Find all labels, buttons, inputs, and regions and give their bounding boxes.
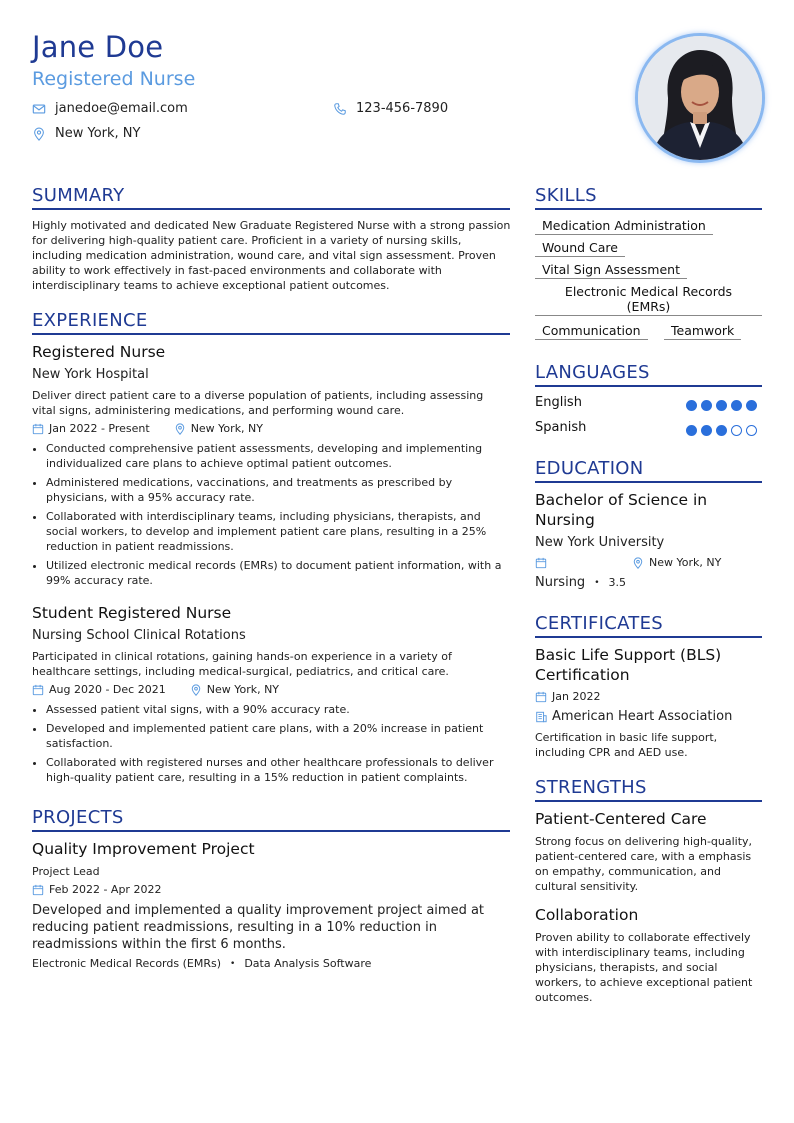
level-dot: [686, 400, 697, 411]
project-tool: Data Analysis Software: [244, 957, 372, 970]
email-text: janedoe@email.com: [55, 101, 188, 116]
email-contact[interactable]: [32, 101, 188, 116]
job-title: Student Registered Nurse: [32, 604, 232, 622]
list-item: • Assessed patient vital signs, with a 90% accuracy rate.: [46, 702, 510, 717]
job-title: Registered Nurse: [32, 343, 166, 361]
job-org: New York Hospital: [32, 367, 149, 382]
candidate-title: Registered Nurse: [32, 68, 196, 90]
certificate-date: Jan 2022: [552, 690, 601, 703]
list-item: • Collaborated with registered nurses and other healthcare professionals to deliver high-quality patient care, resulting in a 15% reduction in patient complaints.: [46, 755, 510, 785]
skill-tag: Electronic Medical Records (EMRs): [535, 284, 762, 316]
phone-icon: [333, 102, 347, 116]
degree-title: Bachelor of Science in Nursing: [535, 491, 708, 529]
job-meta: [32, 683, 279, 696]
project-tool: Electronic Medical Records (EMRs): [32, 957, 221, 970]
project-meta: [32, 883, 161, 896]
education-gpa: 3.5: [608, 576, 626, 589]
certificates-heading: CERTIFICATES: [535, 613, 762, 638]
job-location: New York, NY: [206, 683, 280, 696]
languages-heading: LANGUAGES: [535, 362, 762, 387]
summary-heading: SUMMARY: [32, 185, 510, 210]
skill-tag: Vital Sign Assessment: [535, 262, 687, 279]
experience-heading: EXPERIENCE: [32, 310, 510, 335]
certificate-issuer-row: [535, 709, 732, 724]
calendar-icon: [32, 884, 44, 896]
calendar-icon: [535, 691, 547, 703]
education-heading: EDUCATION: [535, 458, 762, 483]
language-level: [682, 425, 757, 436]
strength-title: Collaboration: [535, 906, 639, 924]
certificate-name: Basic Life Support (BLS) Certification: [535, 646, 722, 684]
location-pin-icon: [632, 557, 644, 569]
skill-tag: Wound Care: [535, 240, 625, 257]
candidate-name: Jane Doe: [32, 30, 164, 64]
job-meta: [32, 422, 263, 435]
list-item: • Developed and implemented patient care plans, with a 20% increase in patient satisfaction.: [46, 721, 510, 751]
job-bullets: [32, 702, 510, 789]
project-dates: Feb 2022 - Apr 2022: [49, 883, 162, 896]
strengths-heading: STRENGTHS: [535, 777, 762, 802]
level-dot: [716, 400, 727, 411]
phone-text: 123-456-7890: [356, 101, 449, 116]
level-dot: [746, 425, 757, 436]
certificate-date-row: [535, 690, 600, 703]
project-description: Developed and implemented a quality improvement project aimed at reducing patient readmissions, resulting in a 10% reduction in readmissions within the first 6 months.: [32, 903, 485, 952]
skill-tag: Medication Administration: [535, 218, 713, 235]
project-title: Quality Improvement Project: [32, 840, 255, 858]
level-dot: [731, 400, 742, 411]
project-role: Project Lead: [32, 865, 100, 878]
calendar-icon: [32, 684, 44, 696]
language-name: English: [535, 395, 582, 410]
job-dates: Jan 2022 - Present: [49, 422, 150, 435]
location-pin-icon: [190, 684, 202, 696]
list-item: • Collaborated with interdisciplinary teams, including physicians, therapists, and social workers, to develop and implement patient care plans, resulting in a 25% reduction in patient readmissions.: [46, 509, 510, 554]
certificate-issuer: American Heart Association: [552, 709, 733, 724]
education-location: New York, NY: [649, 556, 722, 569]
level-dot: [746, 400, 757, 411]
strength-description: Strong focus on delivering high-quality, patient-centered care, with a emphasis on empathy, communication, and cultural sensitivity.: [535, 835, 753, 893]
level-dot: [701, 425, 712, 436]
language-level: [682, 400, 757, 411]
job-bullets: [32, 441, 510, 592]
level-dot: [686, 425, 697, 436]
strength-title: Patient-Centered Care: [535, 810, 707, 828]
projects-heading: PROJECTS: [32, 807, 510, 832]
job-description: Participated in clinical rotations, gaining hands-on experience in a variety of healthcare settings, including medical-surgical, pediatrics, and critical care.: [32, 650, 452, 678]
job-location: New York, NY: [190, 422, 263, 435]
strength-description: Proven ability to collaborate effectively with interdisciplinary teams, including physicians, therapists, and social workers, to achieve exceptional patient outcomes.: [535, 931, 753, 1004]
job-dates: Aug 2020 - Dec 2021: [49, 683, 166, 696]
location-text: New York, NY: [55, 126, 141, 141]
summary-text: Highly motivated and dedicated New Graduate Registered Nurse with a strong passion for delivering high-quality patient care. Proficient in a variety of nursing skills, including medication administration, wound care, and vital sign assessment. Proven ability to work effectively in fast-paced environments and collaborate with interdisciplinary teams to achieve exceptional patient outcomes.: [32, 219, 511, 292]
calendar-icon: [535, 557, 547, 569]
education-field-row: [535, 575, 626, 590]
level-dot: [716, 425, 727, 436]
separator-dot: •: [594, 577, 600, 588]
level-dot: [701, 400, 712, 411]
location-pin-icon: [32, 127, 46, 141]
skills-heading: SKILLS: [535, 185, 762, 210]
school-name: New York University: [535, 535, 665, 550]
list-item: • Administered medications, vaccinations, and treatments as prescribed by physicians, with a 95% accuracy rate.: [46, 475, 510, 505]
level-dot: [731, 425, 742, 436]
email-icon: [32, 102, 46, 116]
job-org: Nursing School Clinical Rotations: [32, 628, 246, 643]
calendar-icon: [32, 423, 44, 435]
certificate-description: Certification in basic life support, including CPR and AED use.: [535, 731, 718, 759]
language-name: Spanish: [535, 420, 587, 435]
education-field: Nursing: [535, 575, 586, 590]
separator-dot: •: [230, 958, 236, 969]
profile-photo: [635, 33, 765, 163]
project-tools: [32, 957, 371, 970]
list-item: • Conducted comprehensive patient assessments, developing and implementing individualized care plans to achieve optimal patient outcomes.: [46, 441, 510, 471]
location-pin-icon: [174, 423, 186, 435]
education-meta: [535, 556, 721, 569]
job-description: Deliver direct patient care to a diverse population of patients, including assessing vital signs, administering medications, and performing wound care.: [32, 389, 484, 417]
building-icon: [535, 711, 547, 723]
list-item: • Utilized electronic medical records (EMRs) to document patient information, with a 99% accuracy rate.: [46, 558, 510, 588]
skill-tag: Communication: [535, 323, 648, 340]
avatar: [638, 36, 762, 160]
location-contact: [32, 126, 140, 141]
phone-contact[interactable]: [333, 101, 448, 116]
skill-tag: Teamwork: [664, 323, 741, 340]
